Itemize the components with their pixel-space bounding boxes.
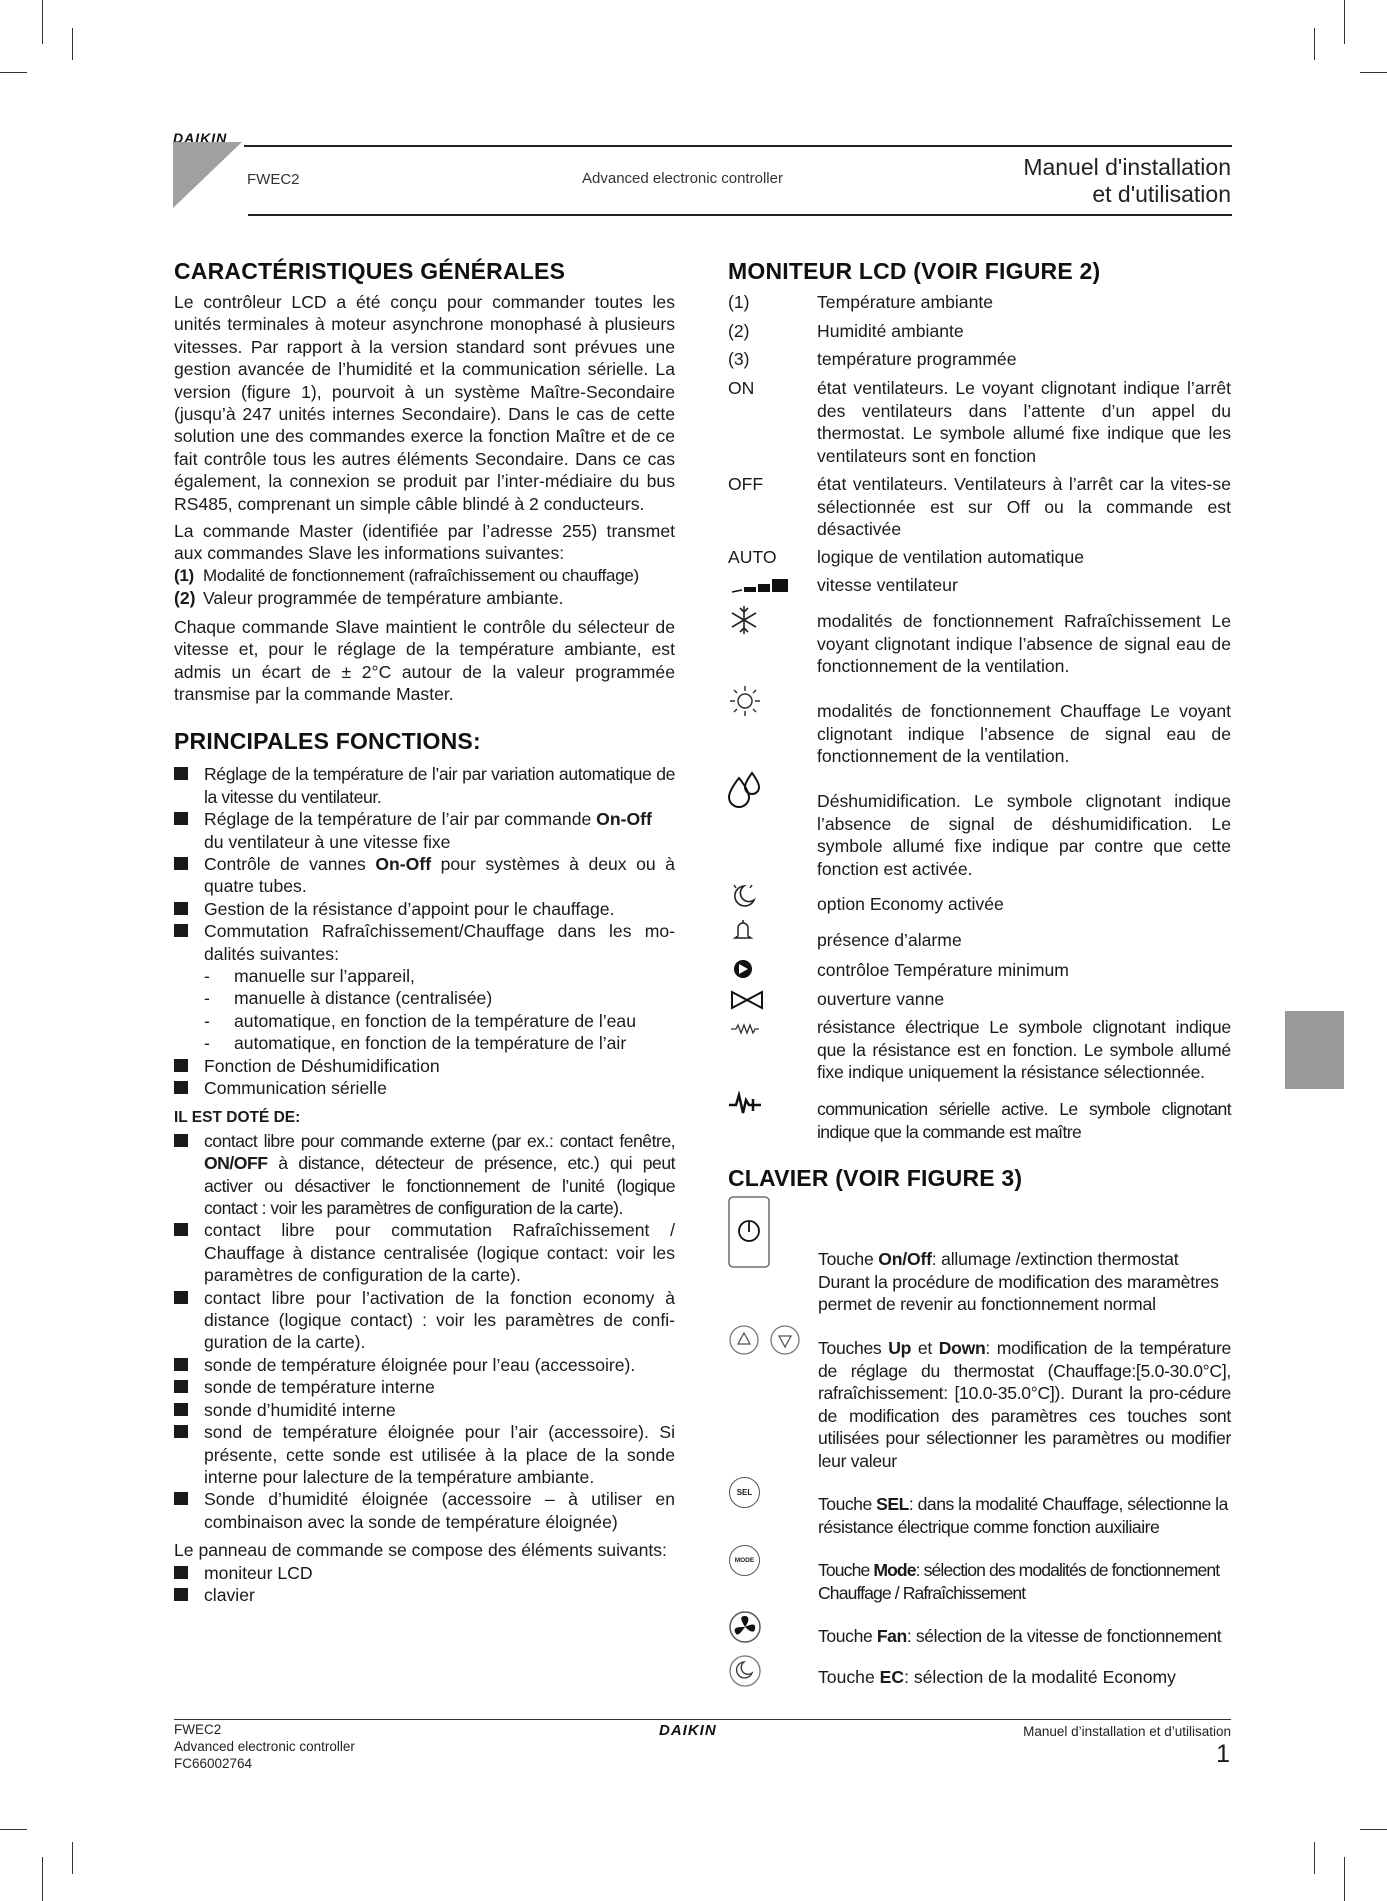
header-product: Advanced electronic controller xyxy=(582,170,783,187)
dehumidify-icon xyxy=(726,770,764,810)
item-text: logique de ventilation automatique xyxy=(817,547,1085,567)
list-item: sonde d’humidité interne xyxy=(174,1399,675,1421)
item-label: (2) xyxy=(728,321,750,341)
sel-key-icon: SEL xyxy=(729,1477,760,1508)
item-label: AUTO xyxy=(728,547,777,567)
footer-left xyxy=(174,1721,355,1772)
list-item: sonde de température interne xyxy=(174,1376,675,1398)
min-temperature-icon xyxy=(732,958,754,980)
bullet-icon xyxy=(174,1358,188,1371)
page-number: 1 xyxy=(1216,1740,1230,1768)
valve-icon xyxy=(730,990,764,1010)
bullet-icon xyxy=(174,1492,188,1505)
sub-list-item: - manuelle sur l’appareil, xyxy=(204,965,415,986)
economy-key-icon xyxy=(728,1654,762,1688)
bullet-icon xyxy=(174,1223,188,1236)
paragraph: Le panneau de commande se compose des éléments suivants: xyxy=(174,1540,667,1561)
section-heading-moniteur: MONITEUR LCD (VOIR FIGURE 2) xyxy=(728,258,1101,284)
bullet-icon xyxy=(174,1425,188,1438)
item-text: modalités de fonctionnement Rafraîchissement Le voyant clignotant indique l’absence de signal eau de fonctionnement de la ventilation. xyxy=(817,611,1231,677)
sun-icon xyxy=(728,684,762,718)
list-item: moniteur LCD xyxy=(174,1562,675,1584)
list-item: Sonde d’humidité éloignée (accessoire – à utiliser en combinaison avec la sonde de température éloignée) xyxy=(174,1488,675,1533)
item-text: présence d’alarme xyxy=(817,930,962,950)
item-text: Humidité ambiante xyxy=(817,321,964,341)
item-text: communication sérielle active. Le symbole clignotant indique que la commande est maître xyxy=(817,1099,1231,1142)
crop-mark xyxy=(0,72,27,73)
list-item: clavier xyxy=(174,1584,675,1606)
header-title xyxy=(1023,154,1231,208)
numbered-item: (2) Valeur programmée de température ambiante. xyxy=(174,588,564,609)
numbered-item: (1) Modalité de fonctionnement (rafraîchissement ou chauffage) xyxy=(174,565,639,585)
resistance-icon xyxy=(730,1022,760,1036)
bullet-icon xyxy=(174,1566,188,1579)
footer-product: Advanced electronic controller xyxy=(174,1739,355,1754)
bullet-icon xyxy=(174,1403,188,1416)
header-rule-bottom xyxy=(248,214,1232,216)
logo-triangle-icon xyxy=(173,142,242,208)
page-tab-marker xyxy=(1285,1011,1344,1089)
key-description: Touche Fan: sélection de la vitesse de fonctionnement xyxy=(818,1626,1222,1646)
footer-code: FC66002764 xyxy=(174,1756,253,1771)
footer-model: FWEC2 xyxy=(174,1722,222,1737)
list-item: contact libre pour commutation Rafraîchissement / Chauffage à distance centralisée (logique contact: voir les paramètres de configuration de la carte). xyxy=(174,1219,675,1286)
list-item: sond de température éloignée pour l’air (accessoire). Si présente, cette sonde est utilisée à la place de la sonde interne pour lalecture de la température ambiante. xyxy=(174,1421,675,1488)
crop-mark xyxy=(1344,0,1345,44)
list-item: Réglage de la température de l’air par variation automatique de la vitesse du ventilateur. xyxy=(174,763,675,808)
bullet-icon xyxy=(174,924,188,937)
equipment-list xyxy=(174,1130,675,1533)
crop-mark xyxy=(72,28,73,60)
key-description: Touche On/Off: allumage /extinction thermostat Durant la procédure de modification des maramètres permet de revenir au fonctionnement normal xyxy=(818,1249,1219,1315)
item-text: contrôloe Température minimum xyxy=(817,960,1069,980)
item-text: vitesse ventilateur xyxy=(817,575,958,595)
item-text: option Economy activée xyxy=(817,894,1004,914)
paragraph: La commande Master (identifiée par l’adresse 255) transmet aux commandes Slave les informations suivantes: xyxy=(174,521,675,564)
crop-mark xyxy=(1360,1829,1387,1830)
function-list xyxy=(174,763,675,1099)
item-label: (1) xyxy=(728,292,750,312)
brand-logo: DAIKIN xyxy=(173,130,228,146)
header-rule-top xyxy=(244,145,1232,147)
left-column xyxy=(174,257,675,1606)
item-label: ON xyxy=(728,378,755,398)
sub-list-item: - automatique, en fonction de la température de l’eau xyxy=(204,1010,636,1031)
footer-rule xyxy=(174,1719,1231,1720)
footer-brand-logo: DAIKIN xyxy=(659,1722,717,1739)
up-down-keys-icon xyxy=(728,1324,802,1356)
crop-mark xyxy=(1314,28,1315,60)
paragraph: Le contrôleur LCD a été conçu pour commander toutes les unités terminales à moteur asynchrone monophasé à plusieurs vitesses. Par rapport à la version standard sont prévues une gestion avancée de l’humidité et la communication sérielle. La version (figure 1), pourvoit à un système Maître-Secondaire (jusqu’à 247 unités internes Secondaire). Dans le cas de cette solution une des commandes exerce la fonction Maître et de ce fait contrôle tous les autres éléments Secondaire. Dans ce cas également, la connexion se produit par l’inter-médiaire du bus RS485, comprenant un simple câble blindé à 2 conducteurs. xyxy=(174,292,675,514)
header-model: FWEC2 xyxy=(247,171,300,188)
key-description: Touche EC: sélection de la modalité Economy xyxy=(818,1667,1176,1687)
economy-moon-icon xyxy=(730,882,760,910)
item-text: ouverture vanne xyxy=(817,989,945,1009)
sub-list-item: - manuelle à distance (centralisée) xyxy=(204,988,493,1009)
sub-list-item: - automatique, en fonction de la température de l’air xyxy=(204,1033,627,1054)
mode-key-icon: MODE xyxy=(729,1545,760,1576)
crop-mark xyxy=(1314,1842,1315,1874)
item-text: modalités de fonctionnement Chauffage Le voyant clignotant indique l’absence de signal eau de fonctionnement de la ventilation. xyxy=(817,701,1231,767)
bullet-icon xyxy=(174,1134,188,1147)
crop-mark xyxy=(42,1857,43,1901)
paragraph: Chaque commande Slave maintient le contrôle du sélecteur de vitesse et, pour le réglage de la température ambiante, est admis un écart de ± 2°C autour de la valeur programmée transmise par la commande Master. xyxy=(174,616,675,704)
bullet-icon xyxy=(174,857,188,870)
section-heading-caracteristiques: CARACTÉRISTIQUES GÉNÉRALES xyxy=(174,258,566,284)
footer-manual: Manuel d’installation et d’utilisation xyxy=(1023,1724,1231,1739)
serial-communication-icon xyxy=(728,1091,762,1117)
on-off-key-icon xyxy=(728,1196,770,1268)
crop-mark xyxy=(42,0,43,44)
header-title-line1: Manuel d'installation xyxy=(1023,154,1231,180)
bullet-icon xyxy=(174,1588,188,1601)
list-item: Contrôle de vannes On-Off pour systèmes à deux ou à quatre tubes. xyxy=(174,853,675,898)
item-text: température programmée xyxy=(817,349,1017,369)
bullet-icon xyxy=(174,902,188,915)
item-text: résistance électrique Le symbole clignotant indique que la résistance est en fonction. Le symbole allumé fixe indique uniquement la résistance sélectionnée. xyxy=(817,1017,1231,1083)
header-title-line2: et d'utilisation xyxy=(1092,181,1231,207)
list-item: sonde de température éloignée pour l’eau (accessoire). xyxy=(174,1354,675,1376)
section-heading-clavier: CLAVIER (VOIR FIGURE 3) xyxy=(728,1165,1023,1191)
subheading-dote: IL EST DOTÉ DE: xyxy=(174,1109,301,1127)
list-item: Commutation Rafraîchissement/Chauffage dans les mo-dalités suivantes: xyxy=(174,920,675,965)
list-item: Fonction de Déshumidification xyxy=(174,1055,675,1077)
key-description: Touches Up et Down: modification de la température de réglage du thermostat (Chauffage:[5.0-30.0°C], rafraîchissement: [10.0-35.0°C]). Durant la pro-cédure de modification des paramètres ces touches sont utilisées pour sélectionner les paramètres ou modifier leur valeur xyxy=(818,1338,1232,1471)
item-text: Température ambiante xyxy=(817,292,994,312)
bullet-icon xyxy=(174,1059,188,1072)
list-item: Gestion de la résistance d’appoint pour le chauffage. xyxy=(174,898,675,920)
bullet-icon xyxy=(174,767,188,780)
crop-mark xyxy=(72,1842,73,1874)
list-item: Communication sérielle xyxy=(174,1077,675,1099)
key-description: Touche SEL: dans la modalité Chauffage, sélectionne la résistance électrique comme fonction auxiliaire xyxy=(818,1494,1228,1537)
item-text: état ventilateurs. Le voyant clignotant indique l’arrêt des ventilateurs dans l’attente d’un appel du thermostat. Le symbole allumé fixe indique que les ventilateurs sont en fonction xyxy=(817,378,1231,466)
list-item: contact libre pour l’activation de la fonction economy à distance (logique contact) : voir les paramètres de confi-guration de la carte). xyxy=(174,1287,675,1354)
crop-mark xyxy=(1360,72,1387,73)
alarm-bell-icon xyxy=(732,918,754,942)
bullet-icon xyxy=(174,812,188,825)
crop-mark xyxy=(0,1829,27,1830)
crop-mark xyxy=(1344,1857,1345,1901)
item-text: état ventilateurs. Ventilateurs à l’arrêt car la vites-se sélectionnée est sur Off ou la commande est désactivée xyxy=(817,474,1231,540)
item-label: OFF xyxy=(728,474,764,494)
snowflake-icon xyxy=(728,604,760,636)
section-heading-fonctions: PRINCIPALES FONCTIONS: xyxy=(174,728,481,755)
fan-speed-icon xyxy=(730,574,790,594)
bullet-icon xyxy=(174,1380,188,1393)
bullet-icon xyxy=(174,1081,188,1094)
item-label: (3) xyxy=(728,349,750,369)
bullet-icon xyxy=(174,1291,188,1304)
item-text: Déshumidification. Le symbole clignotant indique l’absence de signal de déshumidification. Le symbole allumé fixe indique par contre que cette fonction est activée. xyxy=(817,791,1231,879)
list-item: contact libre pour commande externe (par ex.: contact fenêtre, ON/OFF à distance, détecteur de présence, etc.) qui peut activer ou désactiver le fonctionnement de l’unité (logique contact : voir les paramètres de configuration de la carte). xyxy=(174,1130,675,1220)
list-item: Réglage de la température de l’air par commande On-Off du ventilateur à une vitesse fixe xyxy=(174,808,675,853)
fan-key-icon xyxy=(728,1610,762,1644)
key-description: Touche Mode: sélection des modalités de fonctionnement Chauffage / Rafraîchissement xyxy=(818,1560,1220,1603)
